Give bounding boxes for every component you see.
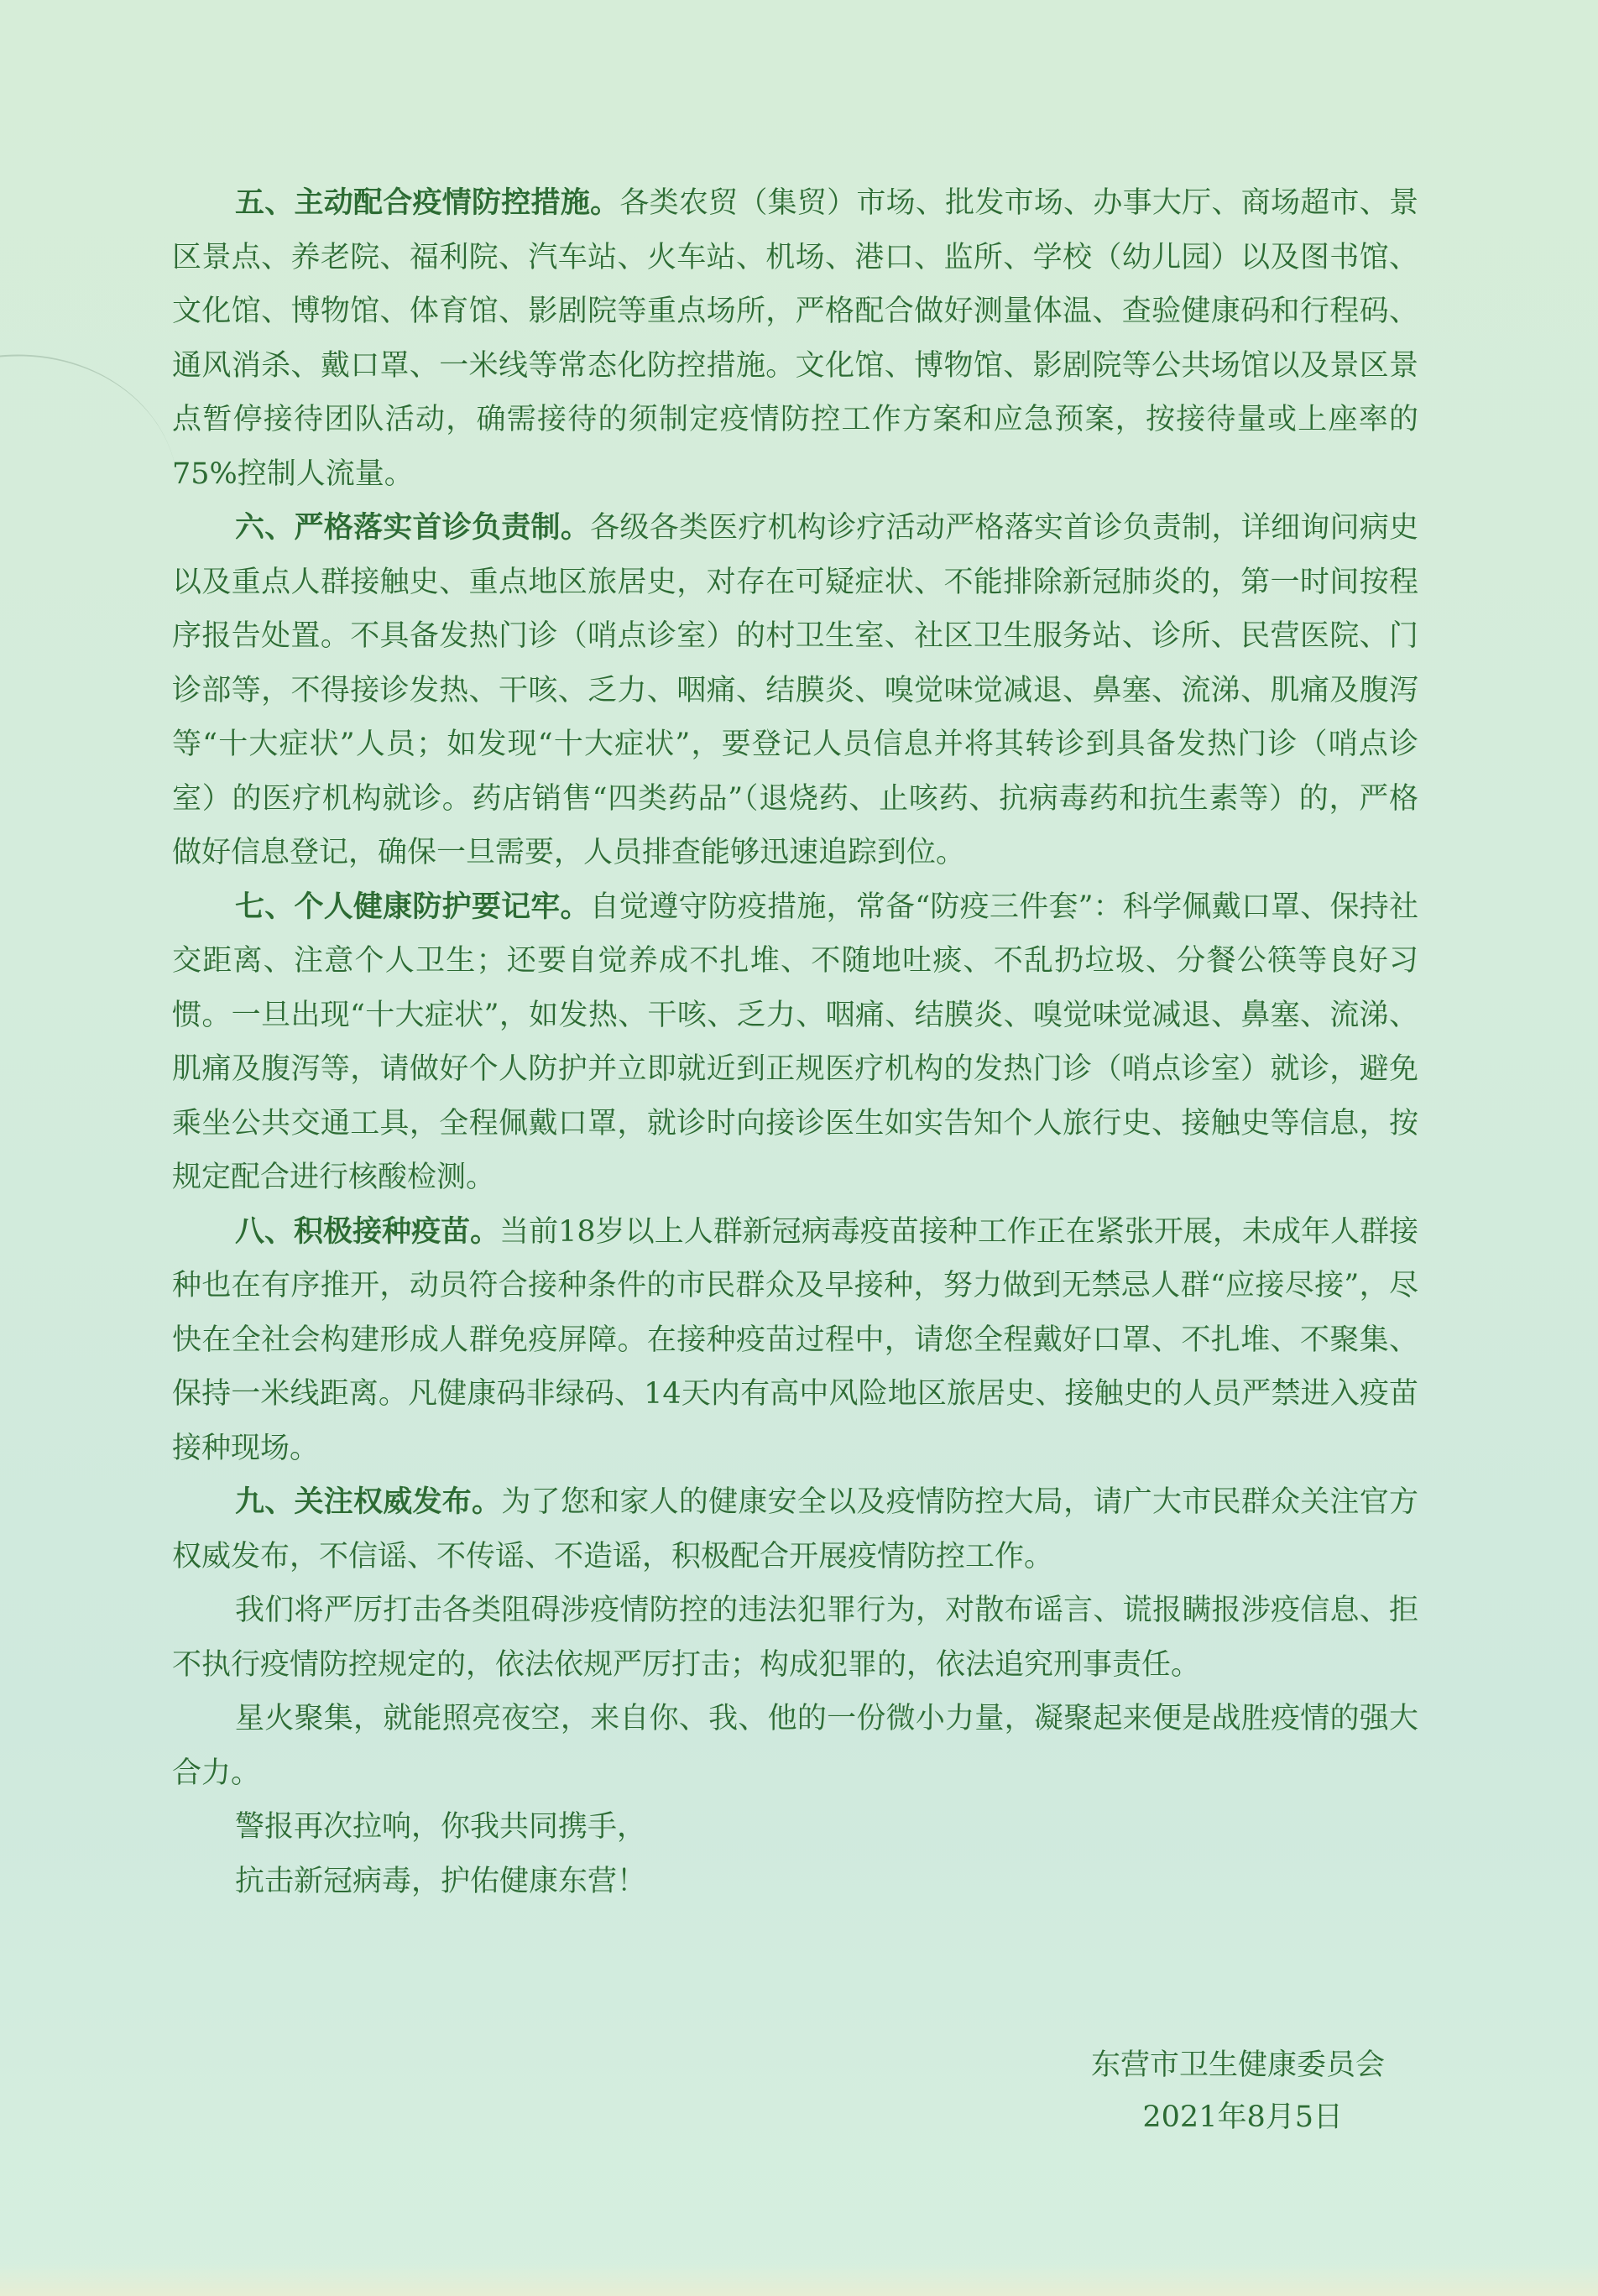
slogan-line-2: 抗击新冠病毒，护佑健康东营！ [235, 1864, 647, 1898]
paper-fold-mark [0, 333, 177, 499]
section-heading: 七、个人健康防护要记牢。 [235, 889, 590, 924]
section-heading: 六、严格落实首诊负责制。 [235, 510, 591, 545]
section-heading: 五、主动配合疫情防控措施。 [235, 185, 620, 220]
crackdown-paragraph [172, 1584, 1418, 1692]
section-text: 各级各类医疗机构诊疗活动严格落实首诊负责制，详细询问病史以及重点人群接触史、重点地区旅居史，对存在可疑症状、不能排除新冠肺炎的，第一时间按程序报告处置。不具备发热门诊（哨点诊室）的村卫生室、社区卫生服务站、诊所、民营医院、门诊部等，不得接诊发热、干咳、乏力、咽痛、结膜炎、嗅觉味觉减退、鼻塞、流涕、肌痛及腹泻等“十大症状”人员；如发现“十大症状”，要登记人员信息并将其转诊到具备发热门诊（哨点诊室）的医疗机构就诊。药店销售“四类药品”（退烧药、止咳药、抗病毒药和抗生素等）的，严格做好信息登记，确保一旦需要，人员排查能够迅速追踪到位。 [172, 511, 1418, 869]
issuing-organization: 东营市卫生健康委员会 [1090, 2048, 1385, 2082]
section-text: 为了您和家人的健康安全以及疫情防控大局，请广大市民群众关注官方权威发布，不信谣、不传谣、不造谣，积极配合开展疫情防控工作。 [172, 1485, 1418, 1573]
slogan-line-1: 警报再次拉响，你我共同携手， [235, 1810, 647, 1844]
section-six [172, 501, 1418, 880]
section-text: 自觉遵守防疫措施，常备“防疫三件套”：科学佩戴口罩、保持社交距离、注意个人卫生；还要自觉养成不扎堆、不随地吐痰、不乱扔垃圾、分餐公筷等良好习惯。一旦出现“十大症状”，如发热、干咳、乏力、咽痛、结膜炎、嗅觉味觉减退、鼻塞、流涕、肌痛及腹泻等，请做好个人防护并立即就近到正规医疗机构的发热门诊（哨点诊室）就诊，避免乘坐公共交通工具，全程佩戴口罩，就诊时向接诊医生如实告知个人旅行史、接触史等信息，按规定配合进行核酸检测。 [172, 890, 1418, 1194]
paragraph-text: 我们将严厉打击各类阻碍涉疫情防控的违法犯罪行为，对散布谣言、谎报瞒报涉疫信息、拒不执行疫情防控规定的，依法依规严厉打击；构成犯罪的，依法追究刑事责任。 [172, 1594, 1418, 1682]
closing-paragraph [172, 1692, 1418, 1800]
signature-block [890, 2039, 1410, 2143]
document-body [172, 176, 1418, 1908]
section-text: 各类农贸（集贸）市场、批发市场、办事大厅、商场超市、景区景点、养老院、福利院、汽车站、火车站、机场、港口、监所、学校（幼儿园）以及图书馆、文化馆、博物馆、体育馆、影剧院等重点场所，严格配合做好测量体温、查验健康码和行程码、通风消杀、戴口罩、一米线等常态化防控措施。文化馆、博物馆、影剧院等公共场馆以及景区景点暂停接待团队活动，确需接待的须制定疫情防控工作方案和应急预案，按接待量或上座率的75%控制人流量。 [172, 186, 1418, 491]
section-heading: 九、关注权威发布。 [235, 1485, 502, 1519]
issue-date: 2021年8月5日 [1142, 2100, 1343, 2134]
paragraph-text: 星火聚集，就能照亮夜空，来自你、我、他的一份微小力量，凝聚起来便是战胜疫情的强大合力。 [172, 1702, 1418, 1790]
section-five [172, 176, 1418, 501]
section-nine [172, 1475, 1418, 1584]
section-seven [172, 880, 1418, 1205]
section-text: 当前18岁以上人群新冠病毒疫苗接种工作正在紧张开展，未成年人群接种也在有序推开，动员符合接种条件的市民群众及早接种，努力做到无禁忌人群“应接尽接”，尽快在全社会构建形成人群免疫屏障。在接种疫苗过程中，请您全程戴好口罩、不扎堆、不聚集、保持一米线距离。凡健康码非绿码、14天内有高中风险地区旅居史、接触史的人员严禁进入疫苗接种现场。 [172, 1214, 1418, 1465]
section-heading: 八、积极接种疫苗。 [235, 1213, 500, 1249]
section-eight [172, 1205, 1418, 1476]
